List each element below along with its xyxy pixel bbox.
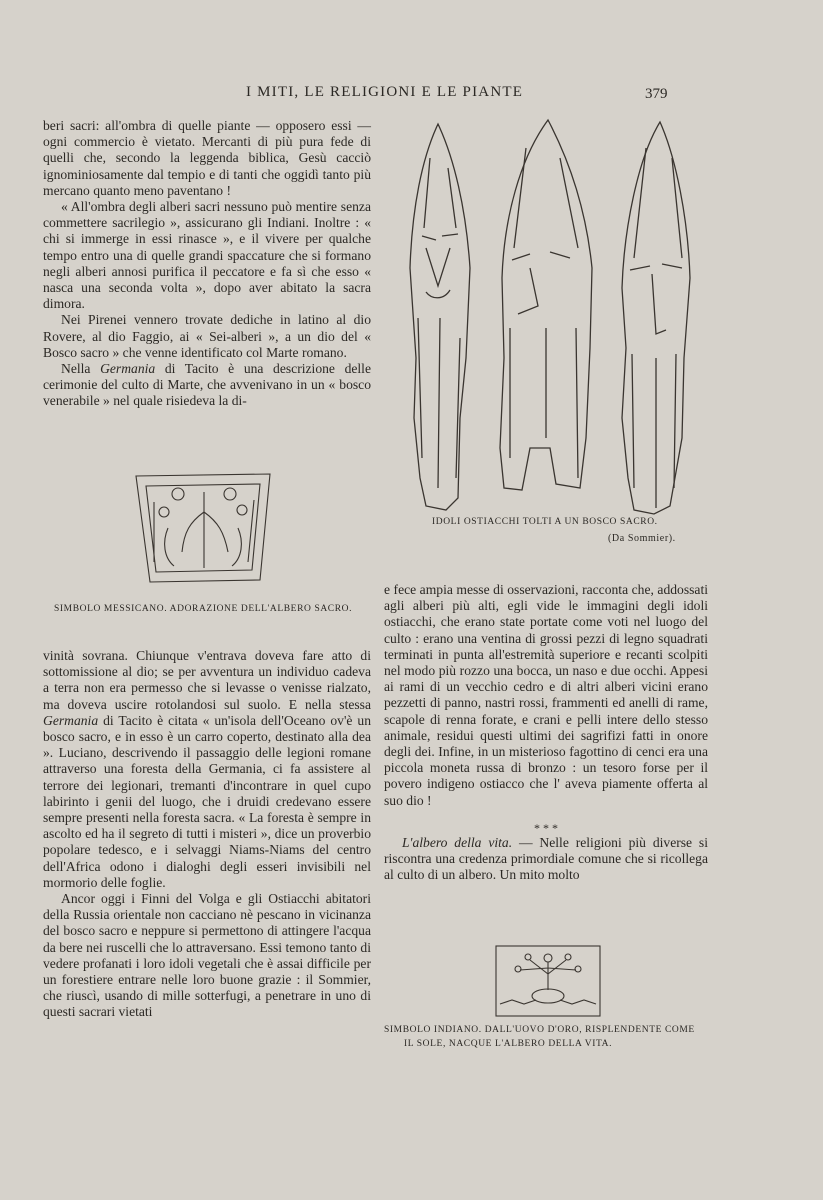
idol-left bbox=[410, 124, 470, 510]
mexican-symbol-illustration bbox=[134, 472, 274, 584]
italic-title: Germania bbox=[100, 361, 156, 377]
paragraph bbox=[384, 835, 708, 884]
page-number: 379 bbox=[645, 86, 668, 102]
idol-center-nose bbox=[518, 268, 538, 314]
paragraph bbox=[43, 648, 371, 891]
paragraph: e fece ampia messe di osservazioni, racconta che, addossati agli alberi più alti, egli vide le immagini degli idoli ostiacchi, che erano state portate come voti nel luogo del culto : erano una ventina di grossi pezzi di legno squadrati terminati in punta all'estremità superiore e recanti scolpiti nel modo più rozzo una bocca, un naso e due occhi. Appesi ai rami di un vecchio cedro e di altri alberi vicini erano pezzetti di panno, nastri rossi, frammenti ed anelli di rame, scapole di renna forate, e crani e pelli intere dello stesso animale, residui questi ultimi dei sagrifizi fatti in onore degli dei. Infine, in un misterioso fagottino di cenci era una piccola moneta russa di bronzo : un tesoro forse per il povero indigeno ostiacco che l' aveva piamente offerta al suo dio ! bbox=[384, 582, 708, 808]
section-title: L'albero della vita. bbox=[402, 834, 513, 850]
paragraph: Nei Pirenei vennero trovate dediche in latino al dio Rovere, al dio Faggio, ai « Sei-alberi », a un dio del « Bosco sacro » che venne identificato col Marte romano. bbox=[43, 312, 371, 360]
idol-right-eyes bbox=[630, 264, 682, 270]
figure-caption-mexican: SIMBOLO MESSICANO. ADORAZIONE DELL'ALBERO SACRO. bbox=[54, 604, 353, 614]
idols-illustration bbox=[400, 118, 705, 518]
italic-title: Germania bbox=[43, 712, 99, 728]
text-span: vinità sovrana. Chiunque v'entrava doveva fare atto di sottomissione al dio; se per avventura un individuo cadeva a terra non era permesso che si levasse o venisse rialzato, ma doveva uscire rotolandosi sul suolo. E nella stessa bbox=[43, 648, 371, 712]
paragraph: beri sacri: all'ombra di quelle piante — opposero essi — ogni commercio è vietato. Mercanti di più pura fede di quelli che, secondo la leggenda biblica, Gesù cacciò ignominiosamente dal tempio e di tanti che oggidì tanto più mercano quanto meno paventano ! bbox=[43, 118, 371, 198]
section-divider: * * * bbox=[534, 820, 558, 835]
text-span: di Tacito è citata « un'isola dell'Oceano ov'è un bosco sacro, e in esso è un carro coperto, destinato alla dea ». Luciano, descrivendo il passaggio delle legioni romane attraverso una foresta della Germania, ci fa assistere al terrore dei legionari, tremanti d'incontrare in quel cupo labirinto i genii del luogo, che i druidi credevano essere sempre presenti nella foresta sacra. « La foresta è sempre in ascolto ed ha il segreto di tutti i misteri », dice un proverbio popolare tedesco, e i selvaggi Niams-Niams del centro dell'Africa odono i dialoghi degli esseri invisibili nel mormorio delle foglie. bbox=[43, 712, 371, 890]
text-span: — Nelle religioni più diverse si riscontra una credenza primordiale comune che si ricollega al culto di un albero. Un mito molto bbox=[384, 834, 708, 883]
idol-left-mouth bbox=[426, 290, 450, 298]
paragraph: Ancor oggi i Finni del Volga e gli Ostiacchi abitatori della Russia orientale non cacciano nè pescano in vicinanza del bosco sacro e neppure si permettono di attingere l'acqua da bere nei ruscelli che lo attraversano. Essi temono tanto di vedere profanati i loro idoli vegetali che è assai difficile per un forestiere entrare nelle loro buone grazie : il Sommier, che riuscì, usando di mille sotterfugi, a penetrare in uno di questi sacrari vietati bbox=[43, 891, 371, 1020]
idol-right-nose bbox=[652, 274, 666, 334]
figure-caption-indian-line1: SIMBOLO INDIANO. DALL'UOVO D'ORO, RISPLENDENTE COME bbox=[384, 1025, 695, 1035]
figure-caption-indian-line2: IL SOLE, NACQUE L'ALBERO DELLA VITA. bbox=[404, 1039, 613, 1049]
text-span: di Tacito è una descrizione delle cerimonie del culto di Marte, che avvenivano in un « bosco venerabile » nel quale risiedeva la di- bbox=[43, 361, 371, 409]
text-span: Nella bbox=[61, 361, 101, 377]
running-head: I MITI, LE RELIGIONI E LE PIANTE bbox=[246, 84, 524, 100]
figure-caption-idols: IDOLI OSTIACCHI TOLTI A UN BOSCO SACRO. bbox=[432, 517, 658, 527]
paragraph: « All'ombra degli alberi sacri nessuno può mentire senza commettere sacrilegio », assicurano gli Indiani. Inoltre : « chi si immerge in essi rinasce », e il vivere per qualche tempo entro una di quelle grandi spaccature che si formano negli alberi annosi purifica il peccatore e fa sì che esso « nasca una seconda volta », dopo aver abitato la sacra dimora. bbox=[43, 199, 371, 312]
text-column-bottom-right bbox=[384, 582, 708, 883]
idol-left-eyes bbox=[422, 234, 458, 240]
indian-symbol-illustration bbox=[494, 944, 602, 1018]
text-column-bottom-left bbox=[43, 648, 371, 1021]
figure-source: (Da Sommier). bbox=[608, 533, 676, 544]
idol-left-nose bbox=[426, 248, 450, 286]
idol-center-eyes bbox=[512, 252, 570, 260]
text-column-top-left bbox=[43, 118, 371, 410]
paragraph bbox=[43, 361, 371, 410]
